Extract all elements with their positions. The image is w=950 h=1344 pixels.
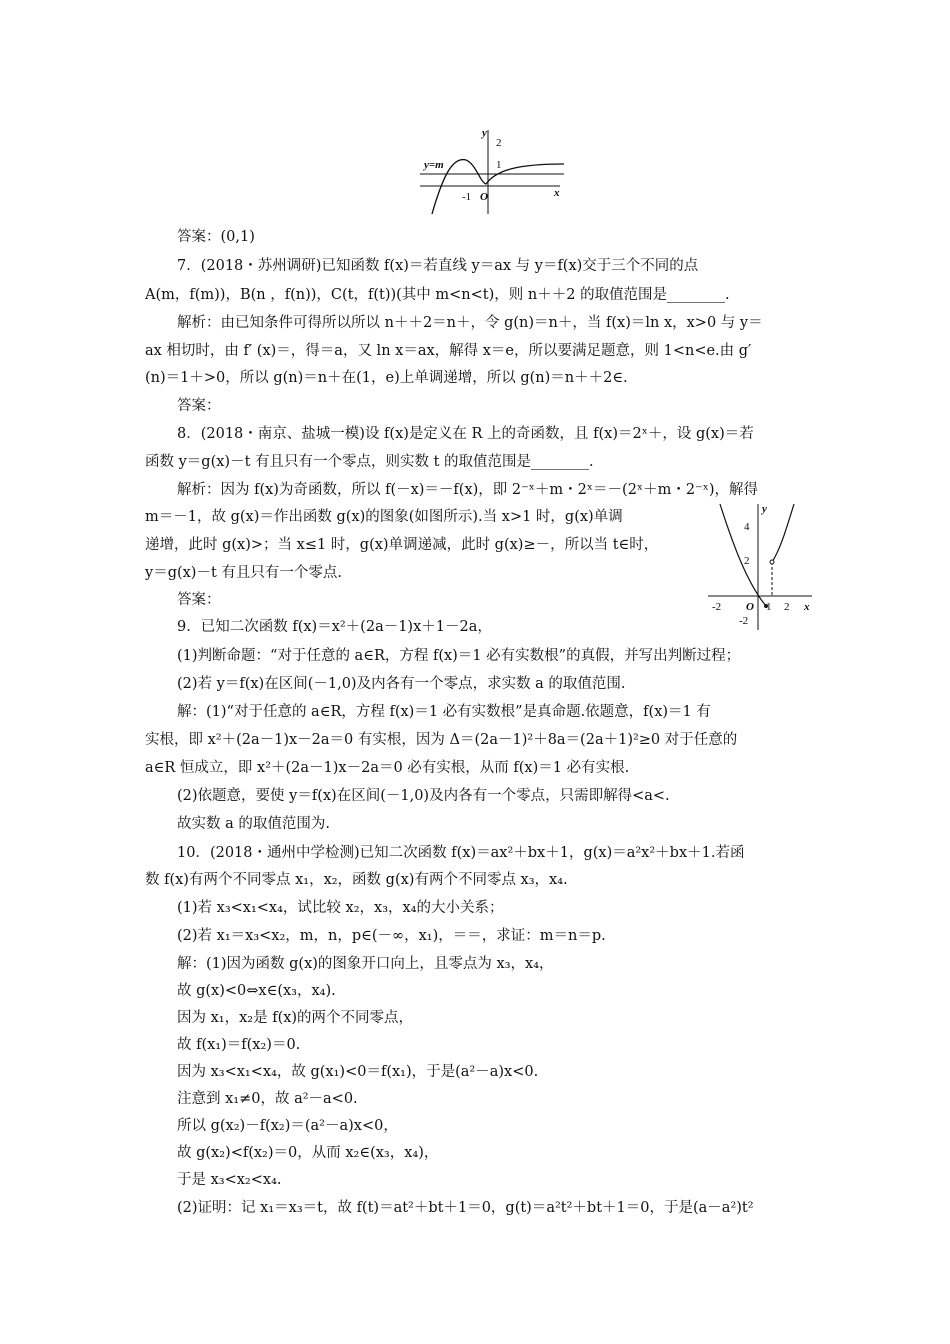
tick-y2: 2 bbox=[744, 555, 750, 567]
solution-8-line-2: m＝－1，故 g(x)＝作出函数 g(x)的图象(如图所示).当 x>1 时，g(x)单调 bbox=[145, 509, 623, 525]
tick-x1: 1 bbox=[766, 601, 772, 613]
solution-9-line-2: 实根，即 x²＋(2a－1)x－2a＝0 有实根，因为 Δ＝(2a－1)²＋8a＝(2a＋1)²≥0 对于任意的 bbox=[145, 732, 738, 748]
solution-10-line-7: 所以 g(x₂)－f(x₂)＝(a²－a)x<0， bbox=[177, 1118, 398, 1134]
solution-10-line-9: 于是 x₃<x₂<x₄. bbox=[177, 1172, 282, 1188]
problem-9-line-1: 9．已知二次函数 f(x)＝x²＋(2a－1)x＋1－2a， bbox=[177, 619, 492, 635]
origin-label: O bbox=[480, 191, 488, 203]
solution-8-line-4: y＝g(x)－t 有且只有一个零点. bbox=[145, 565, 343, 581]
figure-cubic-graph bbox=[418, 124, 570, 218]
solution-9-line-3: a∈R 恒成立，即 x²＋(2a－1)x－2a＝0 必有实根，从而 f(x)＝1 必有实根. bbox=[145, 760, 630, 776]
open-point bbox=[770, 560, 774, 564]
problem-9-part-2: (2)若 y＝f(x)在区间(－1,0)及内各有一个零点，求实数 a 的取值范围. bbox=[177, 676, 626, 692]
solution-10-line-3: 因为 x₁，x₂是 f(x)的两个不同零点， bbox=[177, 1010, 414, 1026]
solution-10-line-5: 因为 x₃<x₁<x₄，故 g(x₁)<0＝f(x₁)，于是(a²－a)x<0. bbox=[177, 1064, 539, 1080]
problem-8-line-2: 函数 y＝g(x)－t 有且只有一个零点，则实数 t 的取值范围是________. bbox=[145, 454, 594, 470]
problem-10-line-2: 数 f(x)有两个不同零点 x₁，x₂，函数 g(x)有两个不同零点 x₃，x₄. bbox=[145, 872, 568, 888]
problem-10-part-1: (1)若 x₃<x₁<x₄，试比较 x₂，x₃，x₄的大小关系； bbox=[177, 900, 504, 916]
problem-7-line-1: 7．(2018・苏州调研)已知函数 f(x)＝若直线 y＝ax 与 y＝f(x)交于三个不同的点 bbox=[177, 258, 699, 274]
solution-9-line-4: (2)依题意，要使 y＝f(x)在区间(－1,0)及内各有一个零点，只需即解得<a<. bbox=[177, 788, 670, 804]
solution-9-line-5: 故实数 a 的取值范围为. bbox=[177, 816, 330, 832]
problem-10-part-2: (2)若 x₁＝x₃<x₂，m，n，p∈(－∞，x₁)，＝＝，求证：m＝n＝p. bbox=[177, 928, 606, 944]
right-branch bbox=[772, 504, 794, 562]
solution-10-line-8: 故 g(x₂)<f(x₂)＝0，从而 x₂∈(x₃，x₄)， bbox=[177, 1145, 439, 1161]
solution-7-line-2: ax 相切时，由 f′ (x)＝，得＝a，又 ln x＝ax，解得 x＝e，所以要满足题意，则 1<n<e.由 g′ bbox=[145, 343, 752, 359]
solution-10-line-10: (2)证明：记 x₁＝x₃＝t，故 f(t)＝at²＋bt＋1＝0，g(t)＝a²t²＋bt＋1＝0，于是(a－a²)t² bbox=[177, 1200, 754, 1216]
problem-7-line-2: A(m，f(m))，B(n ，f(n))，C(t，f(t))(其中 m<n<t)，则 n＋＋2 的取值范围是________. bbox=[145, 287, 730, 303]
left-branch bbox=[720, 504, 766, 606]
solution-10-line-6: 注意到 x₁≠0，故 a²－a<0. bbox=[177, 1091, 358, 1107]
problem-10-line-1: 10．(2018・通州中学检测)已知二次函数 f(x)＝ax²＋bx＋1，g(x)＝a²x²＋bx＋1.若函 bbox=[177, 845, 745, 861]
problem-8-line-1: 8．(2018・南京、盐城一模)设 f(x)是定义在 R 上的奇函数，且 f(x)＝2ˣ＋，设 g(x)＝若 bbox=[177, 426, 754, 442]
figure-g-graph bbox=[706, 500, 818, 632]
solution-8-line-1: 解析：因为 f(x)为奇函数，所以 f(－x)＝－f(x)，即 2⁻ˣ＋m・2ˣ＝－(2ˣ＋m・2⁻ˣ)，解得 bbox=[177, 482, 759, 498]
tick-y4: 4 bbox=[744, 521, 750, 533]
answer-6: 答案：(0,1) bbox=[177, 229, 255, 245]
tick-yneg2: -2 bbox=[739, 615, 749, 627]
solution-10-line-1: 解：(1)因为函数 g(x)的图象开口向上，且零点为 x₃，x₄， bbox=[177, 956, 554, 972]
tick-neg1: -1 bbox=[462, 191, 472, 203]
line-label: y=m bbox=[424, 159, 444, 171]
y-axis-label: y bbox=[762, 503, 767, 515]
answer-7: 答案： bbox=[177, 398, 221, 414]
solution-10-line-4: 故 f(x₁)＝f(x₂)＝0. bbox=[177, 1037, 301, 1053]
x-axis-label: x bbox=[804, 601, 810, 613]
answer-8: 答案： bbox=[177, 592, 221, 608]
origin-label: O bbox=[746, 601, 754, 613]
y-axis-label: y bbox=[482, 127, 487, 139]
tick-1: 1 bbox=[496, 159, 502, 171]
solution-9-line-1: 解：(1)“对于任意的 a∈R，方程 f(x)＝1 必有实数根”是真命题.依题意，f(x)＝1 有 bbox=[177, 704, 711, 720]
solution-7-line-1: 解析：由已知条件可得所以所以 n＋＋2＝n＋，令 g(n)＝n＋，当 f(x)＝ln x，x>0 与 y＝ bbox=[177, 315, 763, 331]
tick-xneg2: -2 bbox=[712, 601, 722, 613]
tick-2: 2 bbox=[496, 137, 502, 149]
solution-7-line-3: (n)＝1＋>0，所以 g(n)＝n＋在(1，e)上单调递增，所以 g(n)＝n＋＋2∈. bbox=[145, 370, 628, 386]
tick-x2: 2 bbox=[784, 601, 790, 613]
solution-10-line-2: 故 g(x)<0⇔x∈(x₃，x₄). bbox=[177, 983, 336, 999]
x-axis-label: x bbox=[554, 187, 560, 199]
solution-8-line-3: 递增，此时 g(x)>；当 x≤1 时，g(x)单调递减，此时 g(x)≥－，所以当 t∈时， bbox=[145, 537, 659, 553]
problem-9-part-1: (1)判断命题：“对于任意的 a∈R，方程 f(x)＝1 必有实数根”的真假，并写出判断过程； bbox=[177, 648, 741, 664]
